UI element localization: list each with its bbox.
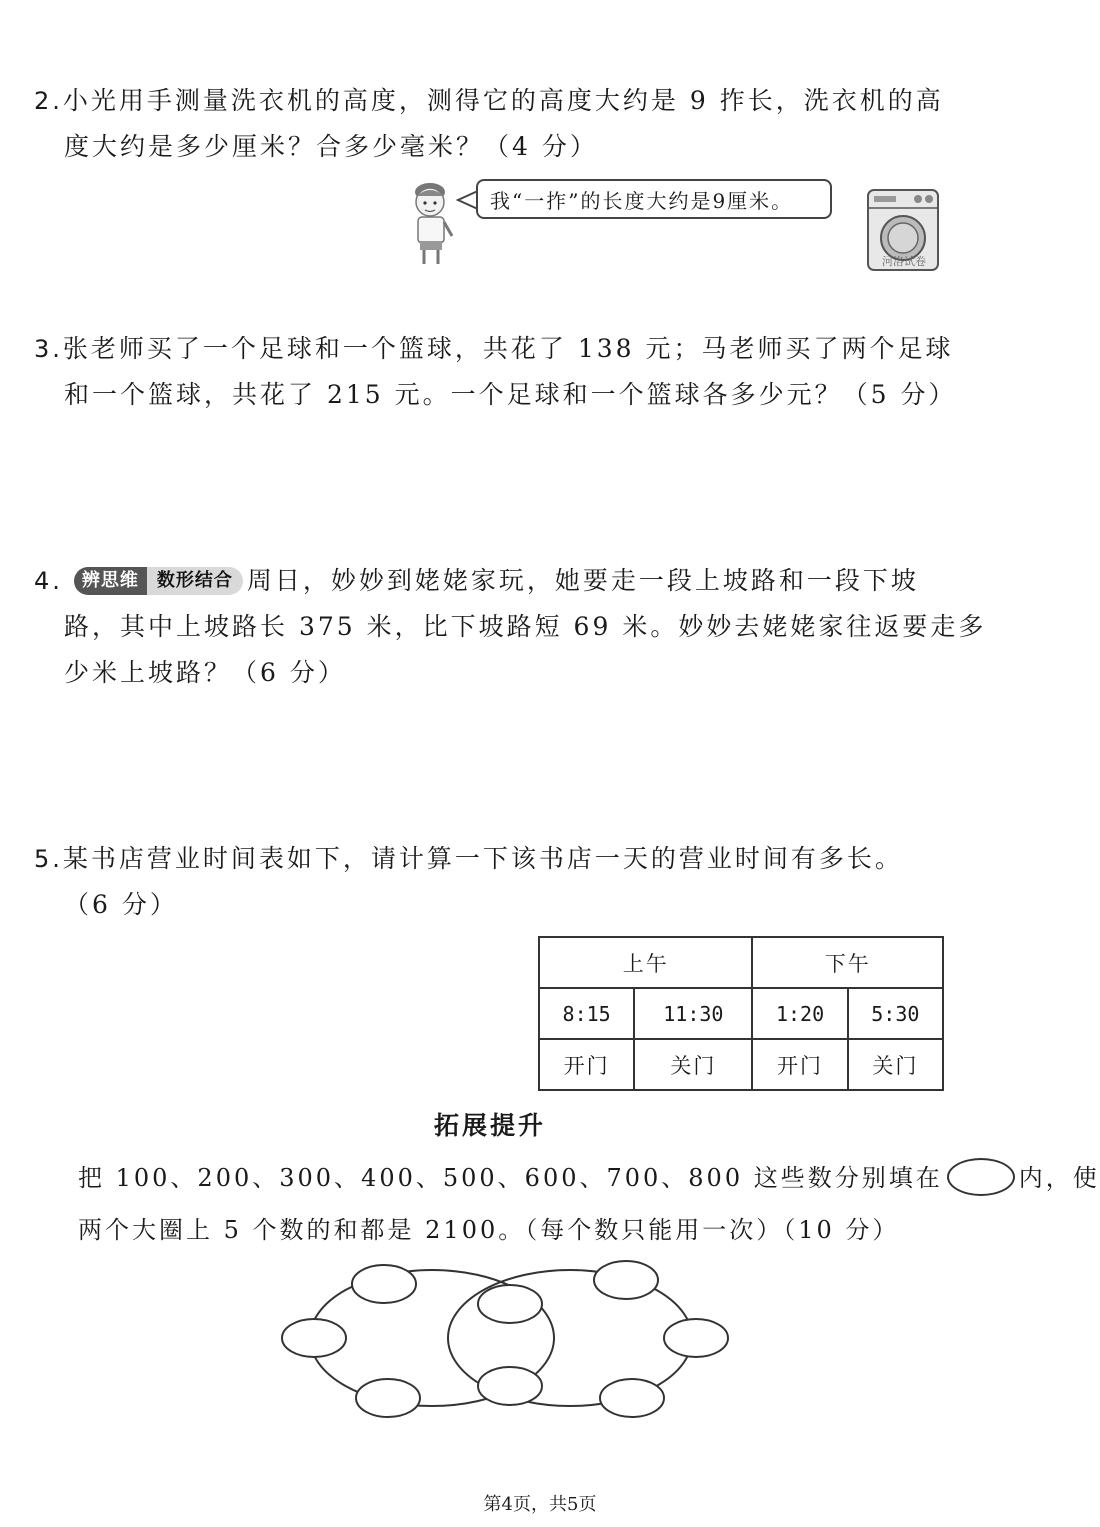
question-text: 少米上坡路？（6 分） xyxy=(64,658,346,687)
question-text: 度大约是多少厘米？合多少毫米？（4 分） xyxy=(64,132,598,161)
number-oval xyxy=(352,1265,416,1303)
table-row xyxy=(539,937,943,988)
page-footer: 第4页，共5页 xyxy=(483,1494,597,1515)
question-text: 张老师买了一个足球和一个篮球，共花了 138 元；马老师买了两个足球 xyxy=(62,334,954,363)
question-number: 4. xyxy=(34,567,63,595)
table-header-pm: 下午 xyxy=(752,937,943,988)
table-cell: 开门 xyxy=(539,1039,634,1090)
table-header-am: 上午 xyxy=(539,937,752,988)
question-text: 把 100、200、300、400、500、600、700、800 这些数分别填在 xyxy=(78,1164,943,1192)
business-hours-table xyxy=(538,936,944,1091)
question-text: 小光用手测量洗衣机的高度，测得它的高度大约是 9 拃长，洗衣机的高 xyxy=(62,86,944,115)
two-circles-diagram xyxy=(280,1258,720,1422)
question-text: 某书店营业时间表如下，请计算一下该书店一天的营业时间有多长。 xyxy=(62,844,903,873)
watermark: 河洛试卷 xyxy=(882,255,926,268)
number-oval xyxy=(282,1319,346,1357)
question-2 xyxy=(34,78,954,170)
question-text: 路，其中上坡路长 375 米，比下坡路短 69 米。妙妙去姥姥家往返要走多 xyxy=(64,612,987,641)
boy-illustration xyxy=(408,182,458,266)
tag-number-shape: 数形结合 xyxy=(147,567,243,595)
question-4 xyxy=(34,558,987,696)
question-text: 两个大圈上 5 个数的和都是 2100。（每个数只能用一次）（10 分） xyxy=(78,1216,900,1244)
number-oval xyxy=(478,1367,542,1405)
question-number: 3. xyxy=(34,335,63,363)
section-title: 拓展提升 xyxy=(433,1111,546,1140)
question-number: 2. xyxy=(34,87,63,115)
table-row xyxy=(539,1039,943,1090)
table-cell: 开门 xyxy=(752,1039,847,1090)
question-tag xyxy=(74,567,243,595)
tag-thinking: 辨思维 xyxy=(74,567,147,595)
number-oval xyxy=(664,1319,728,1357)
table-cell: 1:20 xyxy=(752,988,847,1039)
question-3 xyxy=(34,326,957,418)
question-number: 5. xyxy=(34,845,63,873)
table-cell: 11:30 xyxy=(634,988,752,1039)
number-oval xyxy=(478,1285,542,1323)
oval-icon xyxy=(947,1158,1015,1196)
question-text: 内，使 xyxy=(1018,1164,1100,1192)
table-cell: 关门 xyxy=(634,1039,752,1090)
extension-question xyxy=(78,1152,1100,1256)
table-cell: 关门 xyxy=(848,1039,943,1090)
table-cell: 5:30 xyxy=(848,988,943,1039)
question-5 xyxy=(34,836,954,928)
table-cell: 8:15 xyxy=(539,988,634,1039)
question-text: （6 分） xyxy=(64,890,178,919)
speech-bubble: 我“一拃”的长度大约是9厘米。 xyxy=(476,179,832,219)
number-oval xyxy=(594,1261,658,1299)
number-oval xyxy=(600,1379,664,1417)
question-text: 周日，妙妙到姥姥家玩，她要走一段上坡路和一段下坡 xyxy=(246,566,919,595)
number-oval xyxy=(356,1379,420,1417)
question-text: 和一个篮球，共花了 215 元。一个足球和一个篮球各多少元？（5 分） xyxy=(64,380,957,409)
table-row xyxy=(539,988,943,1039)
